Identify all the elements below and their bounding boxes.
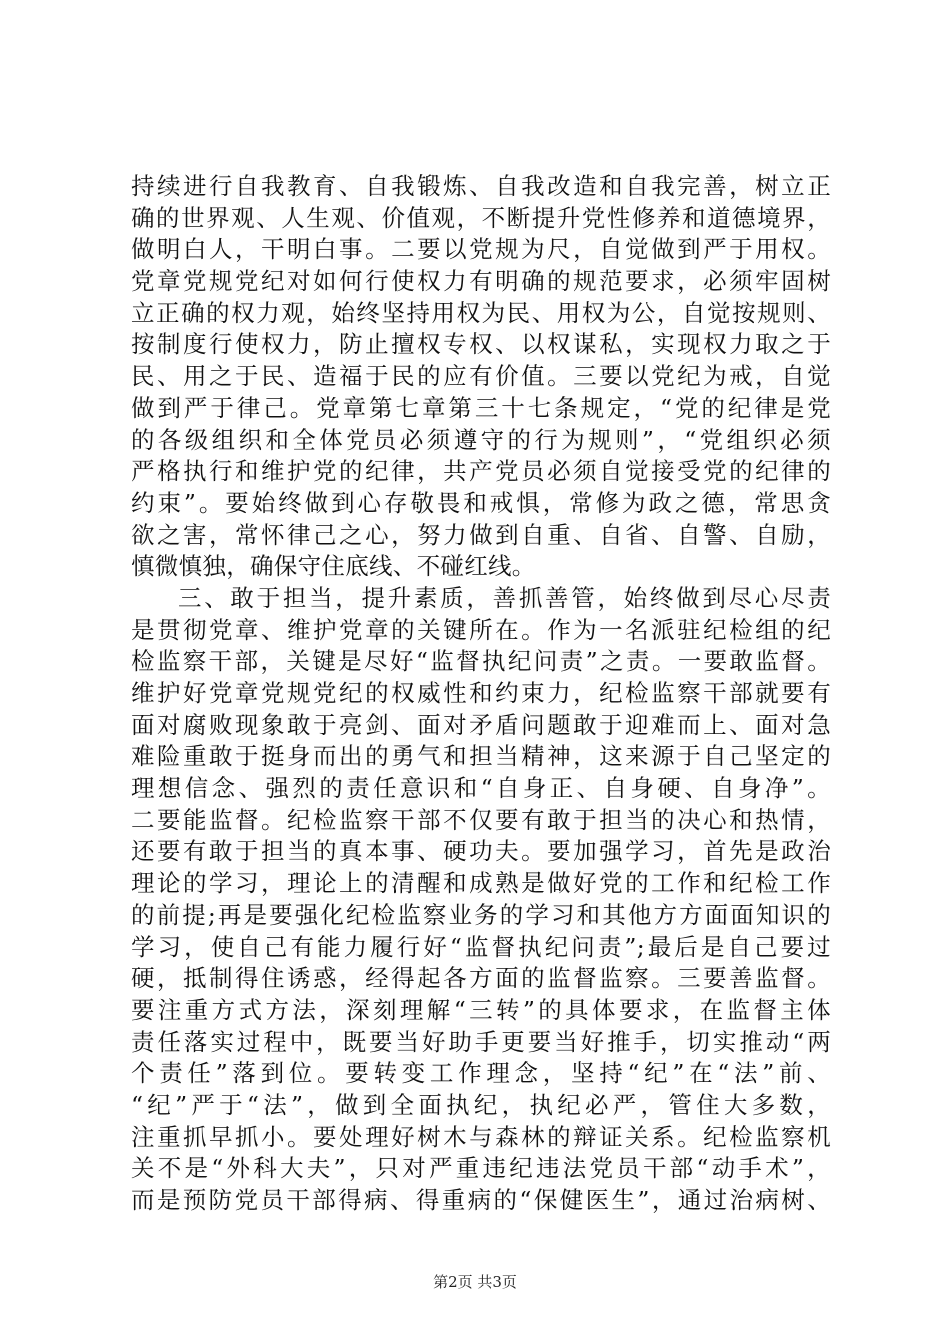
- text-line: 约束”。要始终做到心存敬畏和戒惧，常修为政之德，常思贪: [131, 488, 831, 517]
- text-line: 做明白人，干明白事。二要以党规为尺，自觉做到严于用权。: [131, 235, 831, 264]
- paragraph-start-line: 三、敢于担当，提升素质，善抓善管，始终做到尽心尽责: [178, 583, 831, 612]
- text-line: 而是预防党员干部得病、得重病的“保健医生”，通过治病树、: [131, 1186, 831, 1214]
- text-line: 慎微慎独，确保守住底线、不碰红线。: [131, 552, 536, 581]
- text-line: 关不是“外科大夫”，只对严重违纪违法党员干部“动手术”，: [131, 1154, 831, 1183]
- text-line: 面对腐败现象敢于亮剑、面对矛盾问题敢于迎难而上、面对急: [131, 710, 831, 739]
- text-line: 还要有敢于担当的真本事、硬功夫。要加强学习，首先是政治: [131, 837, 831, 866]
- text-line: 的前提;再是要强化纪检监察业务的学习和其他方方面面知识的: [131, 900, 831, 929]
- text-line: 理论的学习，理论上的清醒和成熟是做好党的工作和纪检工作: [131, 869, 831, 898]
- text-line: 理想信念、强烈的责任意识和“自身正、自身硬、自身净”。: [131, 774, 831, 803]
- page-number-footer: 第2页 共3页: [433, 1273, 517, 1291]
- text-line: 硬，抵制得住诱惑，经得起各方面的监督监察。三要善监督。: [131, 964, 831, 993]
- text-line: 难险重敢于挺身而出的勇气和担当精神，这来源于自己坚定的: [131, 742, 831, 771]
- text-line: 按制度行使权力，防止擅权专权、以权谋私，实现权力取之于: [131, 330, 831, 359]
- text-line: 民、用之于民、造福于民的应有价值。三要以党纪为戒，自觉: [131, 362, 831, 391]
- text-line: “纪”严于“法”，做到全面执纪，执纪必严，管住大多数，: [131, 1090, 831, 1119]
- text-line: 维护好党章党规党纪的权威性和约束力，纪检监察干部就要有: [131, 679, 831, 707]
- text-line: 责任落实过程中，既要当好助手更要当好推手，切实推动“两: [131, 1027, 831, 1056]
- text-line: 持续进行自我教育、自我锻炼、自我改造和自我完善，树立正: [131, 172, 831, 200]
- text-line: 欲之害，常怀律己之心，努力做到自重、自省、自警、自励，: [131, 520, 831, 549]
- text-line: 党章党规党纪对如何行使权力有明确的规范要求，必须牢固树: [131, 267, 831, 296]
- text-line: 要注重方式方法，深刻理解“三转”的具体要求，在监督主体: [131, 995, 831, 1024]
- text-line: 是贯彻党章、维护党章的关键所在。作为一名派驻纪检组的纪: [131, 615, 831, 644]
- text-line: 做到严于律己。党章第七章第三十七条规定，“党的纪律是党: [131, 393, 831, 422]
- text-line: 检监察干部，关键是尽好“监督执纪问责”之责。一要敢监督。: [131, 647, 831, 676]
- text-line: 注重抓早抓小。要处理好树木与森林的辩证关系。纪检监察机: [131, 1122, 831, 1151]
- document-body: [131, 171, 831, 1217]
- text-line: 个责任”落到位。要转变工作理念，坚持“纪”在“法”前、: [131, 1059, 831, 1088]
- text-line: 学习，使自己有能力履行好“监督执纪问责”;最后是自己要过: [131, 932, 831, 961]
- text-line: 二要能监督。纪检监察干部不仅要有敢于担当的决心和热情，: [131, 805, 831, 834]
- text-line: 严格执行和维护党的纪律，共产党员必须自觉接受党的纪律的: [131, 457, 831, 486]
- text-line: 立正确的权力观，始终坚持用权为民、用权为公，自觉按规则、: [131, 298, 831, 327]
- text-line: 的各级组织和全体党员必须遵守的行为规则”，“党组织必须: [131, 425, 831, 454]
- text-line: 确的世界观、人生观、价值观，不断提升党性修养和道德境界，: [131, 203, 831, 232]
